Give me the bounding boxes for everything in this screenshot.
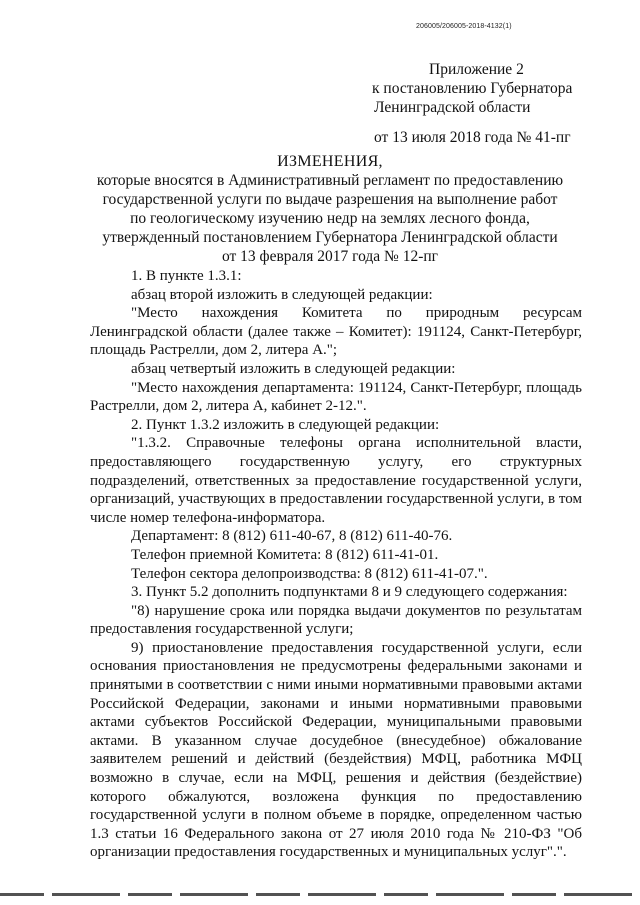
paragraph: 1. В пункте 1.3.1: <box>131 268 242 284</box>
appendix-title: Приложение 2 <box>429 61 524 78</box>
paragraph: "8) нарушение срока или порядка выдачи документов по результатам предоставления государственной услуги; <box>90 602 582 638</box>
document-id: 206005/206005-2018-4132(1) <box>416 23 512 30</box>
paragraph: 9) приостановление предоставления государственной услуги, если основания приостановления не предусмотрены федеральными законами и принятыми в соответствии с ними иными нормативными правовыми актами Российской Федерации, законами и иными нормативными правовыми актами субъектов Российской Федерации, муниципальными правовыми актами. В указанном случае досудебное (внесудебное) обжалование заявителем решений и действий (бездействия) МФЦ, работника МФЦ возможно в случае, если на МФЦ, решения и действия (бездействие) которого обжалуются, возложена функция по предоставлению государственной услуги в полном объеме в порядке, определенном частью 1.3 статьи 16 Федерального закона от 27 июля 2010 года № 210-ФЗ "Об организации предоставления государственных и муниципальных услуг".". <box>90 639 582 861</box>
document-body <box>90 267 582 862</box>
heading-line: которые вносятся в Административный регламент по предоставлению <box>96 172 564 189</box>
paragraph: абзац второй изложить в следующей редакции: <box>131 286 433 303</box>
appendix-block <box>372 60 622 147</box>
heading-line: государственной услуги по выдаче разрешения на выполнение работ <box>102 191 558 208</box>
paragraph: "Место нахождения департамента: 191124, Санкт-Петербург, площадь Растрелли, дом 2, литера А, кабинет 2-12.". <box>90 379 582 415</box>
heading-line: от 13 февраля 2017 года № 12-пг <box>221 248 439 265</box>
appendix-line-decree: к постановлению Губернатора <box>372 80 573 97</box>
document-heading <box>80 152 580 266</box>
paragraph: Телефон приемной Комитета: 8 (812) 611-41-01. <box>131 546 439 563</box>
appendix-line-region: Ленинградской области <box>374 99 531 116</box>
paragraph: Департамент: 8 (812) 611-40-67, 8 (812) 611-40-76. <box>131 528 453 545</box>
heading-title: ИЗМЕНЕНИЯ, <box>277 153 383 170</box>
paragraph: 2. Пункт 1.3.2 изложить в следующей редакции: <box>131 416 440 433</box>
paragraph: "1.3.2. Справочные телефоны органа исполнительной власти, предоставляющего государственную услугу, его структурных подразделений, ответственных за предоставление государственной услуги, организаций, участвующих в предоставлении государственной услуги, в том числе номер телефона-информатора. <box>90 435 582 526</box>
paragraph: абзац четвертый изложить в следующей редакции: <box>131 360 456 377</box>
heading-line: по геологическому изучению недр на землях лесного фонда, <box>130 210 530 227</box>
heading-line: утвержденный постановлением Губернатора Ленинградской области <box>102 229 558 246</box>
paragraph: Телефон сектора делопроизводства: 8 (812) 611-41-07.". <box>131 565 488 582</box>
appendix-date: от 13 июля 2018 года № 41-пг <box>374 129 571 146</box>
paragraph: "Место нахождения Комитета по природным ресурсам Ленинградской области (далее также – Комитет): 191124, Санкт-Петербург, площадь Растрелли, дом 2, литера А."; <box>90 305 582 359</box>
paragraph: 3. Пункт 5.2 дополнить подпунктами 8 и 9 следующего содержания: <box>131 584 568 601</box>
scan-bottom-edge <box>0 893 640 896</box>
